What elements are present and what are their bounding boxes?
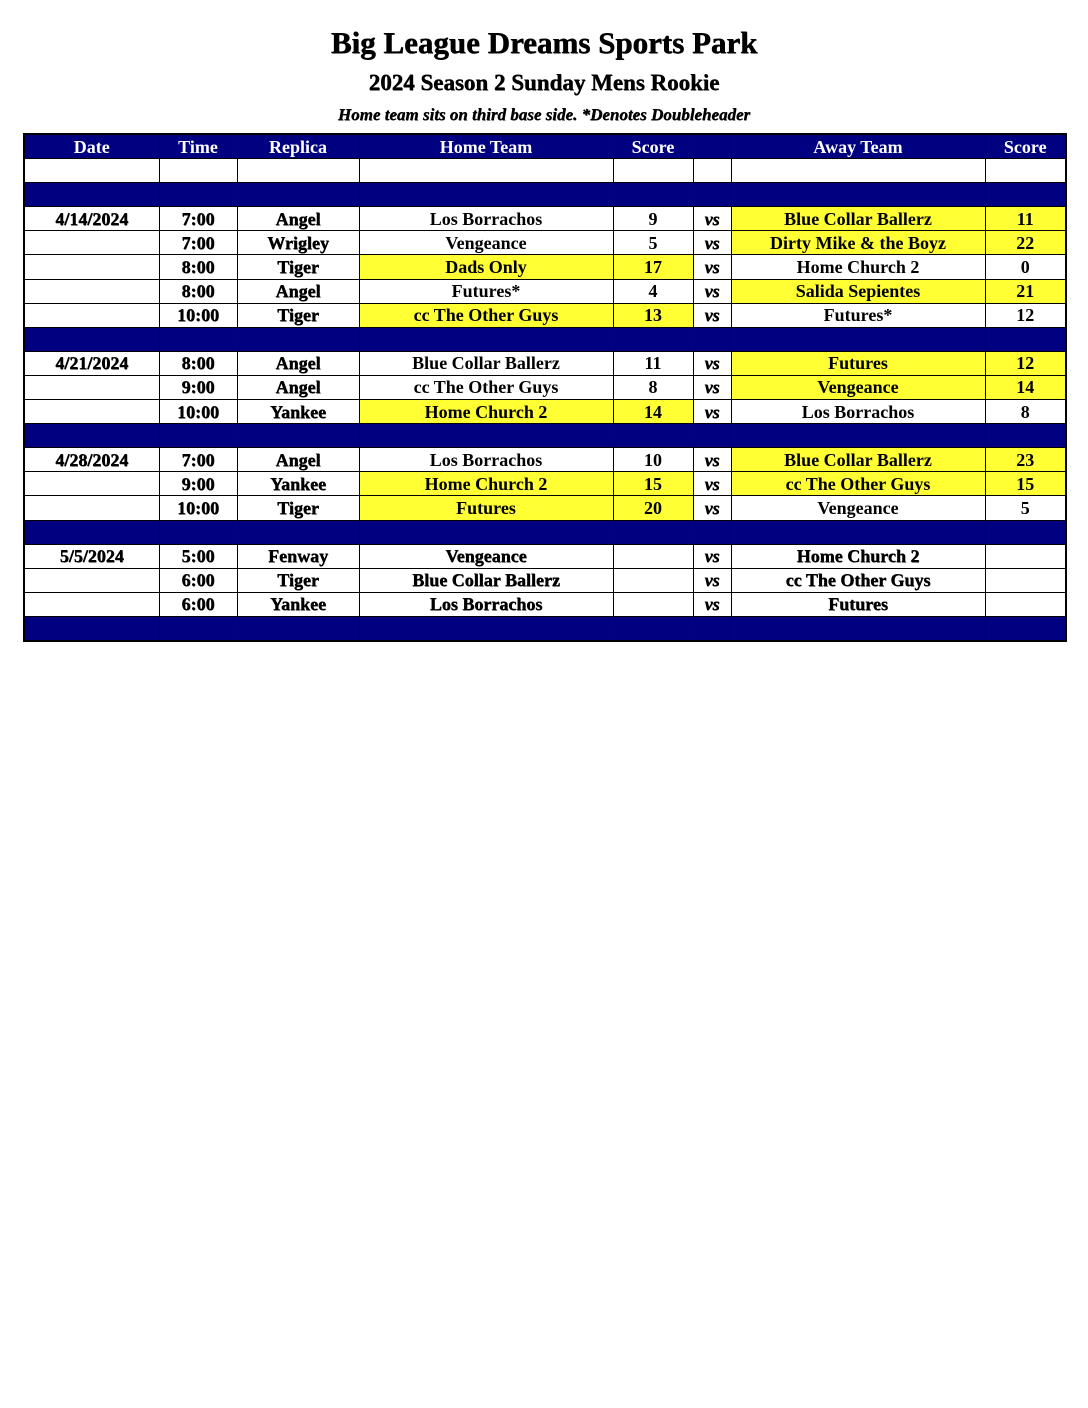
separator-cell xyxy=(159,424,237,448)
home-team-cell: Blue Collar Ballerz xyxy=(359,568,613,592)
away-score-cell: 12 xyxy=(985,303,1066,327)
home-score-cell: 10 xyxy=(613,448,693,472)
separator-cell xyxy=(613,327,693,351)
away-team-cell: Salida Sepientes xyxy=(731,279,985,303)
blank-cell xyxy=(985,159,1066,183)
away-score-cell: 11 xyxy=(985,207,1066,231)
date-cell xyxy=(24,592,159,616)
home-score-cell: 9 xyxy=(613,207,693,231)
away-team-cell: Dirty Mike & the Boyz xyxy=(731,231,985,255)
time-cell: 10:00 xyxy=(159,303,237,327)
away-team-cell: cc The Other Guys xyxy=(731,472,985,496)
separator-cell xyxy=(237,616,359,641)
separator-cell xyxy=(359,520,613,544)
page-title: Big League Dreams Sports Park xyxy=(330,25,758,60)
time-cell: 7:00 xyxy=(159,231,237,255)
home-score-cell: 11 xyxy=(613,351,693,375)
vs-cell: vs xyxy=(693,472,731,496)
away-team-cell: Blue Collar Ballerz xyxy=(731,448,985,472)
vs-cell: vs xyxy=(693,400,731,424)
separator-cell xyxy=(359,616,613,641)
date-cell: 4/28/2024 xyxy=(24,448,159,472)
away-team-cell: Vengeance xyxy=(731,496,985,520)
home-score-cell: 13 xyxy=(613,303,693,327)
vs-cell: vs xyxy=(693,207,731,231)
replica-field-cell: Yankee xyxy=(237,472,359,496)
separator-cell xyxy=(613,424,693,448)
home-team-cell: Futures xyxy=(359,496,613,520)
home-team-cell: Home Church 2 xyxy=(359,400,613,424)
replica-field-cell: Wrigley xyxy=(237,231,359,255)
home-score-cell: 15 xyxy=(613,472,693,496)
replica-field-cell: Yankee xyxy=(237,592,359,616)
separator-cell xyxy=(693,520,731,544)
separator-cell xyxy=(985,520,1066,544)
home-score-cell xyxy=(613,592,693,616)
separator-cell xyxy=(693,183,731,207)
date-cell xyxy=(24,279,159,303)
vs-cell: vs xyxy=(693,303,731,327)
away-team-cell: Blue Collar Ballerz xyxy=(731,207,985,231)
game-row xyxy=(24,544,1066,568)
col-header-home-score: Score xyxy=(613,134,693,159)
away-team-cell: Futures xyxy=(731,592,985,616)
time-cell: 5:00 xyxy=(159,544,237,568)
game-row xyxy=(24,400,1066,424)
separator-cell xyxy=(985,183,1066,207)
away-score-cell: 22 xyxy=(985,231,1066,255)
game-row xyxy=(24,375,1066,399)
away-score-cell: 8 xyxy=(985,400,1066,424)
league-subtitle: 2024 Season 2 Sunday Mens Rookie xyxy=(368,70,720,95)
separator-cell xyxy=(693,424,731,448)
time-cell: 6:00 xyxy=(159,568,237,592)
away-team-cell: Home Church 2 xyxy=(731,544,985,568)
time-cell: 9:00 xyxy=(159,472,237,496)
week-separator-row xyxy=(24,520,1066,544)
away-team-cell: Home Church 2 xyxy=(731,255,985,279)
away-score-cell xyxy=(985,592,1066,616)
replica-field-cell: Angel xyxy=(237,279,359,303)
separator-cell xyxy=(159,520,237,544)
replica-field-cell: Tiger xyxy=(237,496,359,520)
replica-field-cell: Angel xyxy=(237,351,359,375)
separator-cell xyxy=(985,616,1066,641)
home-score-cell: 8 xyxy=(613,375,693,399)
blank-cell xyxy=(731,159,985,183)
away-score-cell: 14 xyxy=(985,375,1066,399)
date-cell: 5/5/2024 xyxy=(24,544,159,568)
game-row xyxy=(24,303,1066,327)
home-team-cell: Home Church 2 xyxy=(359,472,613,496)
separator-cell xyxy=(237,520,359,544)
replica-field-cell: Tiger xyxy=(237,303,359,327)
separator-cell xyxy=(237,327,359,351)
vs-cell: vs xyxy=(693,448,731,472)
vs-cell: vs xyxy=(693,231,731,255)
week-separator-row xyxy=(24,616,1066,641)
date-cell: 4/14/2024 xyxy=(24,207,159,231)
time-cell: 6:00 xyxy=(159,592,237,616)
home-team-cell: Vengeance xyxy=(359,544,613,568)
col-header-away-team: Away Team xyxy=(731,134,985,159)
replica-field-cell: Tiger xyxy=(237,255,359,279)
separator-cell xyxy=(613,616,693,641)
home-team-cell: cc The Other Guys xyxy=(359,375,613,399)
separator-cell xyxy=(237,424,359,448)
game-row xyxy=(24,255,1066,279)
game-row xyxy=(24,568,1066,592)
home-score-cell xyxy=(613,544,693,568)
away-score-cell: 5 xyxy=(985,496,1066,520)
date-cell xyxy=(24,375,159,399)
separator-cell xyxy=(24,327,159,351)
away-team-cell: Los Borrachos xyxy=(731,400,985,424)
vs-cell: vs xyxy=(693,351,731,375)
home-team-cell: cc The Other Guys xyxy=(359,303,613,327)
home-team-cell: Dads Only xyxy=(359,255,613,279)
date-cell xyxy=(24,568,159,592)
vs-cell: vs xyxy=(693,568,731,592)
separator-cell xyxy=(359,327,613,351)
separator-cell xyxy=(731,520,985,544)
separator-cell xyxy=(237,183,359,207)
home-team-cell: Vengeance xyxy=(359,231,613,255)
away-score-cell xyxy=(985,568,1066,592)
time-cell: 7:00 xyxy=(159,448,237,472)
separator-cell xyxy=(731,616,985,641)
vs-cell: vs xyxy=(693,592,731,616)
schedule-note: Home team sits on third base side. *Denotes Doubleheader xyxy=(337,105,751,124)
separator-cell xyxy=(985,424,1066,448)
schedule-table xyxy=(23,133,1067,642)
away-score-cell xyxy=(985,544,1066,568)
separator-cell xyxy=(613,183,693,207)
away-score-cell: 23 xyxy=(985,448,1066,472)
away-team-cell: Vengeance xyxy=(731,375,985,399)
blank-cell xyxy=(693,159,731,183)
col-header-vs xyxy=(693,134,731,159)
replica-field-cell: Yankee xyxy=(237,400,359,424)
separator-cell xyxy=(159,616,237,641)
blank-row xyxy=(24,159,1066,183)
away-score-cell: 0 xyxy=(985,255,1066,279)
separator-cell xyxy=(359,183,613,207)
home-score-cell: 5 xyxy=(613,231,693,255)
away-team-cell: cc The Other Guys xyxy=(731,568,985,592)
week-separator-row xyxy=(24,424,1066,448)
table-header-row xyxy=(24,134,1066,159)
game-row xyxy=(24,207,1066,231)
replica-field-cell: Angel xyxy=(237,375,359,399)
replica-field-cell: Angel xyxy=(237,207,359,231)
date-cell xyxy=(24,400,159,424)
separator-cell xyxy=(693,616,731,641)
home-score-cell: 17 xyxy=(613,255,693,279)
vs-cell: vs xyxy=(693,544,731,568)
separator-cell xyxy=(24,183,159,207)
away-team-cell: Futures xyxy=(731,351,985,375)
game-row xyxy=(24,279,1066,303)
separator-cell xyxy=(731,327,985,351)
game-row xyxy=(24,231,1066,255)
home-team-cell: Los Borrachos xyxy=(359,448,613,472)
game-row xyxy=(24,448,1066,472)
away-team-cell: Futures* xyxy=(731,303,985,327)
blank-cell xyxy=(237,159,359,183)
away-score-cell: 15 xyxy=(985,472,1066,496)
time-cell: 9:00 xyxy=(159,375,237,399)
game-row xyxy=(24,592,1066,616)
date-cell xyxy=(24,472,159,496)
separator-cell xyxy=(24,616,159,641)
home-score-cell xyxy=(613,568,693,592)
col-header-home-team: Home Team xyxy=(359,134,613,159)
blank-cell xyxy=(359,159,613,183)
schedule-body xyxy=(24,159,1066,641)
separator-cell xyxy=(159,183,237,207)
date-cell: 4/21/2024 xyxy=(24,351,159,375)
separator-cell xyxy=(613,520,693,544)
separator-cell xyxy=(359,424,613,448)
vs-cell: vs xyxy=(693,279,731,303)
home-score-cell: 20 xyxy=(613,496,693,520)
col-header-away-score: Score xyxy=(985,134,1066,159)
separator-cell xyxy=(24,520,159,544)
away-score-cell: 12 xyxy=(985,351,1066,375)
date-cell xyxy=(24,496,159,520)
replica-field-cell: Fenway xyxy=(237,544,359,568)
replica-field-cell: Tiger xyxy=(237,568,359,592)
date-cell xyxy=(24,303,159,327)
home-score-cell: 14 xyxy=(613,400,693,424)
col-header-date: Date xyxy=(24,134,159,159)
separator-cell xyxy=(985,327,1066,351)
home-team-cell: Los Borrachos xyxy=(359,592,613,616)
home-team-cell: Los Borrachos xyxy=(359,207,613,231)
date-cell xyxy=(24,231,159,255)
separator-cell xyxy=(159,327,237,351)
away-score-cell: 21 xyxy=(985,279,1066,303)
home-team-cell: Futures* xyxy=(359,279,613,303)
blank-cell xyxy=(24,159,159,183)
blank-cell xyxy=(159,159,237,183)
time-cell: 8:00 xyxy=(159,351,237,375)
col-header-replica: Replica xyxy=(237,134,359,159)
vs-cell: vs xyxy=(693,375,731,399)
separator-cell xyxy=(693,327,731,351)
week-separator-row xyxy=(24,183,1066,207)
game-row xyxy=(24,351,1066,375)
home-score-cell: 4 xyxy=(613,279,693,303)
time-cell: 10:00 xyxy=(159,400,237,424)
col-header-time: Time xyxy=(159,134,237,159)
separator-cell xyxy=(731,424,985,448)
time-cell: 8:00 xyxy=(159,255,237,279)
game-row xyxy=(24,472,1066,496)
week-separator-row xyxy=(24,327,1066,351)
game-row xyxy=(24,496,1066,520)
date-cell xyxy=(24,255,159,279)
time-cell: 8:00 xyxy=(159,279,237,303)
vs-cell: vs xyxy=(693,496,731,520)
time-cell: 10:00 xyxy=(159,496,237,520)
blank-cell xyxy=(613,159,693,183)
home-team-cell: Blue Collar Ballerz xyxy=(359,351,613,375)
replica-field-cell: Angel xyxy=(237,448,359,472)
time-cell: 7:00 xyxy=(159,207,237,231)
separator-cell xyxy=(731,183,985,207)
vs-cell: vs xyxy=(693,255,731,279)
separator-cell xyxy=(24,424,159,448)
